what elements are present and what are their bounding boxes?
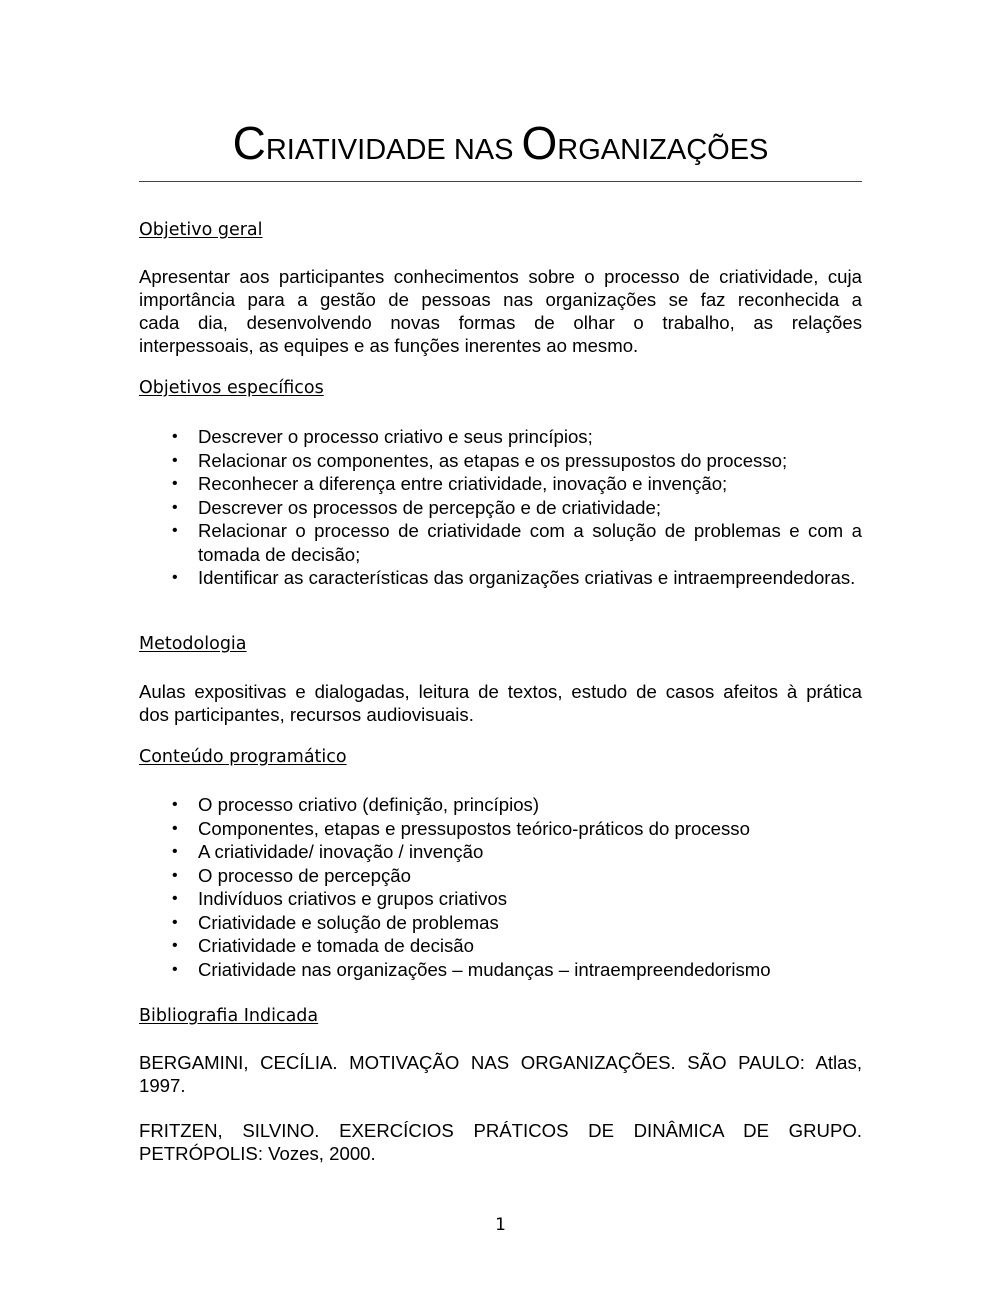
page-title: CRIATIVIDADE NAS ORGANIZAÇÕES: [232, 117, 769, 169]
paragraph-line: Apresentar aos participantes conhecimentos sobre o processo de criatividade, cuja: [139, 266, 862, 287]
bullet-icon: •: [172, 569, 178, 586]
reference-line: 1997.: [139, 1075, 186, 1096]
reference-1: [139, 1051, 862, 1097]
list-item: • Descrever os processos de percepção e de criatividade;: [172, 496, 662, 518]
bullet-icon: •: [172, 913, 178, 931]
bullet-icon: •: [172, 819, 178, 837]
bullet-icon: •: [172, 937, 178, 954]
bullet-icon: •: [172, 890, 178, 907]
paragraph-line: importância para a gestão de pessoas nas organizações se faz reconhecida a: [139, 289, 862, 310]
reference-line: BERGAMINI, CECÍLIA. MOTIVAÇÃO NAS ORGANIZAÇÕES. SÃO PAULO: Atlas,: [139, 1052, 862, 1073]
bullet-icon: •: [172, 428, 178, 445]
heading-objetivo-geral: Objetivo geral: [139, 220, 263, 240]
bullet-icon: •: [172, 960, 178, 978]
bullet-icon: •: [172, 866, 178, 884]
paragraph-metodologia: [139, 680, 862, 726]
title-block: [139, 118, 862, 182]
heading-objetivos-especificos: Objetivos específicos: [139, 378, 324, 398]
list-item: • Componentes, etapas e pressupostos teórico-práticos do processo: [172, 817, 750, 839]
list-item: • Identificar as características das organizações criativas e intraempreendedoras.: [172, 567, 856, 588]
heading-metodologia: Metodologia: [139, 634, 247, 654]
paragraph-line: cada dia, desenvolvendo novas formas de olhar o trabalho, as relações: [139, 312, 862, 333]
list-objetivos-especificos: [139, 425, 862, 590]
list-item: • O processo criativo (definição, princípios): [172, 794, 540, 815]
paragraph-line: Aulas expositivas e dialogadas, leitura de textos, estudo de casos afeitos à prática: [139, 681, 862, 702]
bullet-icon: •: [172, 475, 178, 492]
paragraph-line: interpessoais, as equipes e as funções inerentes ao mesmo.: [139, 335, 639, 356]
list-item: • O processo de percepção: [172, 864, 411, 886]
list-item: • Relacionar os componentes, as etapas e os pressupostos do processo;: [172, 449, 788, 471]
reference-line: FRITZEN, SILVINO. EXERCÍCIOS PRÁTICOS DE DINÂMICA DE GRUPO.: [139, 1120, 862, 1141]
reference-2: [139, 1119, 862, 1165]
list-conteudo-programatico: [139, 793, 862, 981]
list-item: • Descrever o processo criativo e seus princípios;: [172, 426, 593, 447]
list-item: • Criatividade e solução de problemas: [172, 911, 499, 933]
paragraph-objetivo-geral: [139, 265, 862, 357]
bullet-icon: •: [172, 498, 178, 516]
bullet-icon: •: [172, 522, 178, 539]
document-page: [139, 0, 862, 1294]
reference-line: PETRÓPOLIS: Vozes, 2000.: [139, 1143, 376, 1164]
paragraph-line: dos participantes, recursos audiovisuais.: [139, 704, 474, 725]
bullet-icon: •: [172, 796, 178, 813]
bullet-icon: •: [172, 451, 178, 469]
list-item: • Reconhecer a diferença entre criatividade, inovação e invenção;: [172, 473, 728, 494]
heading-bibliografia: Bibliografia Indicada: [139, 1006, 319, 1026]
list-item: • A criatividade/ inovação / invenção: [172, 841, 484, 862]
list-item: • Indivíduos criativos e grupos criativos: [172, 888, 508, 909]
heading-conteudo-programatico: Conteúdo programático: [139, 747, 347, 767]
list-item: • Criatividade e tomada de decisão: [172, 935, 474, 956]
list-item: • Relacionar o processo de criatividade com a solução de problemas e com a tomada de decisão;: [172, 520, 862, 565]
list-item: • Criatividade nas organizações – mudanças – intraempreendedorismo: [172, 958, 771, 980]
bullet-icon: •: [172, 843, 178, 860]
page-number: 1: [495, 1215, 506, 1235]
